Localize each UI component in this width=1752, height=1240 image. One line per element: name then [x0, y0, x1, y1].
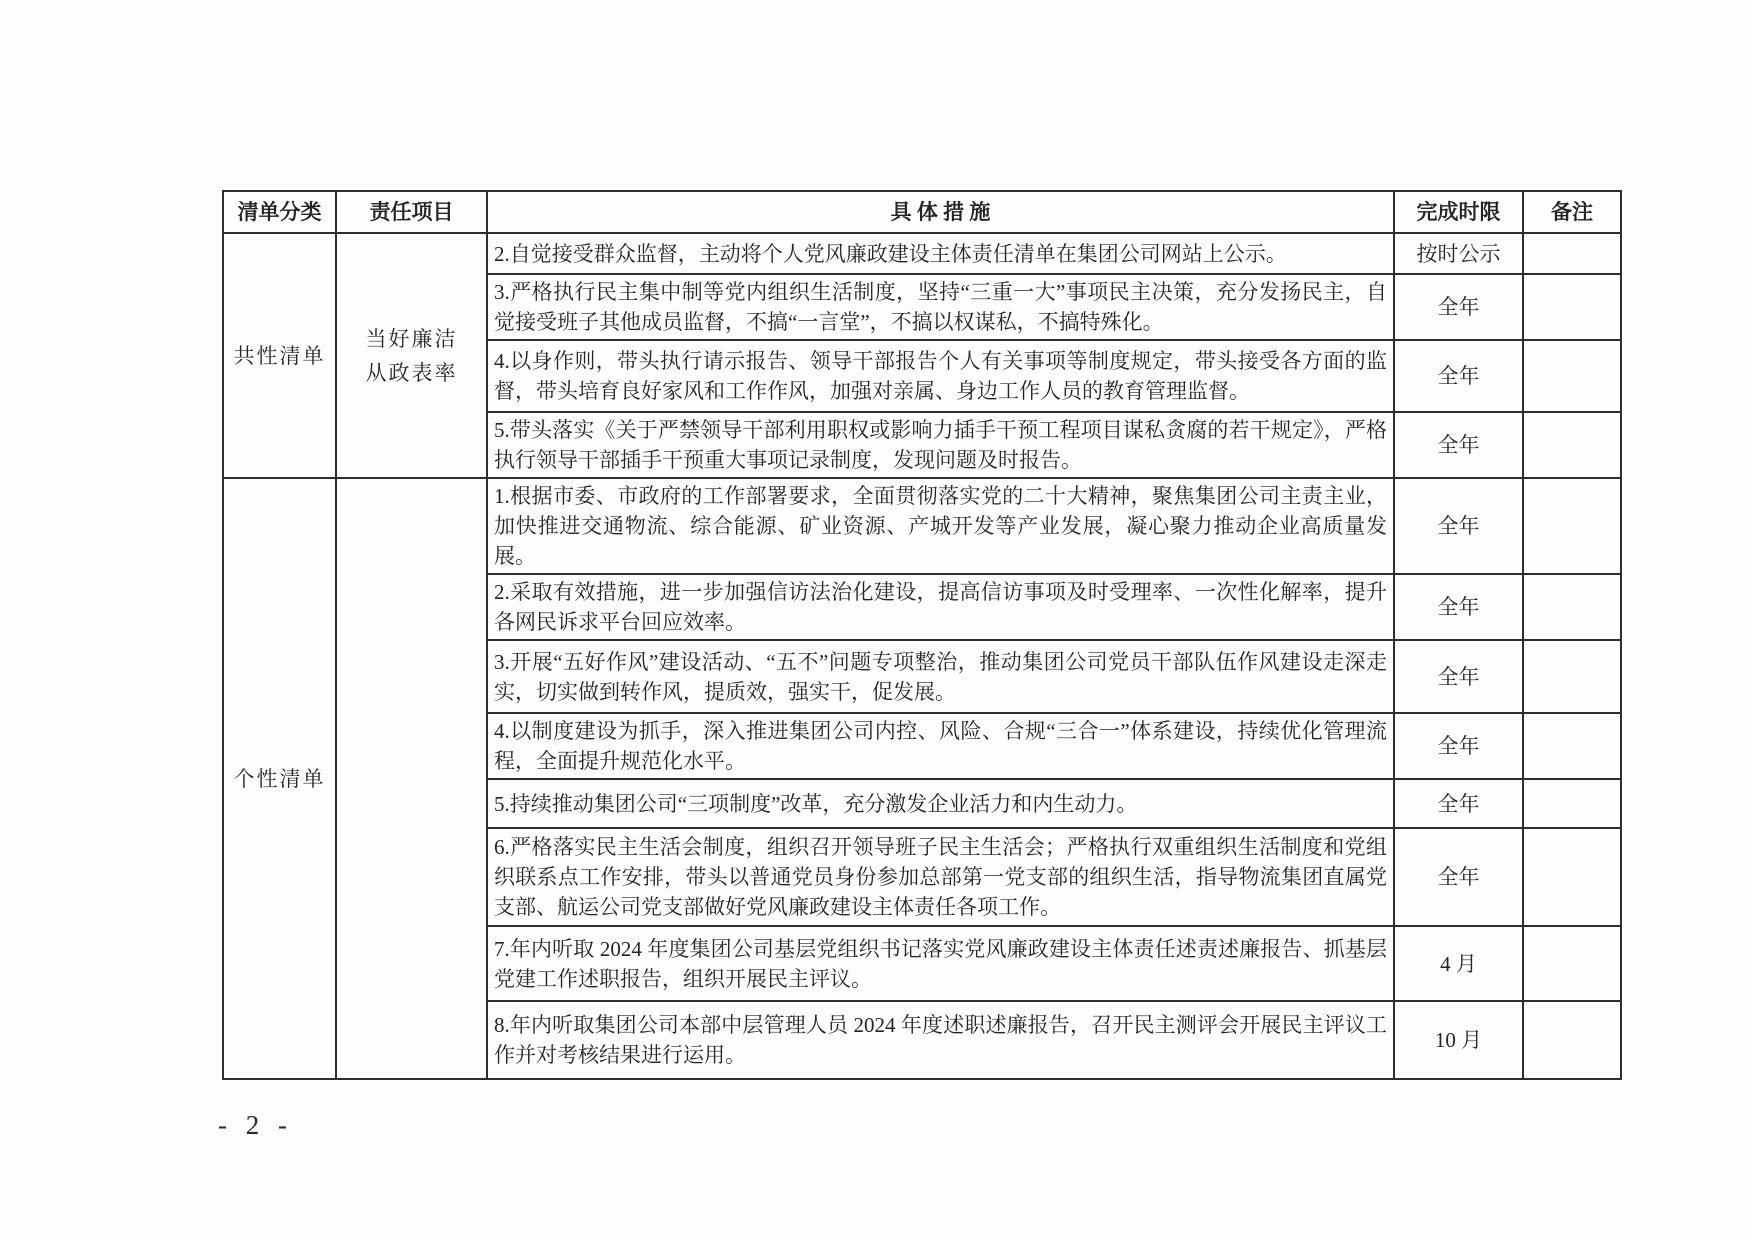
project-cell-individual	[336, 478, 487, 1079]
deadline-cell: 全年	[1394, 412, 1523, 478]
deadline-cell: 全年	[1394, 779, 1523, 828]
remark-cell	[1523, 574, 1621, 640]
deadline-cell: 全年	[1394, 340, 1523, 412]
deadline-cell: 全年	[1394, 274, 1523, 340]
remark-cell	[1523, 340, 1621, 412]
deadline-cell: 全年	[1394, 574, 1523, 640]
header-cell-project: 责任项目	[336, 191, 487, 233]
measure-cell: 5.带头落实《关于严禁领导干部利用职权或影响力插手干预工程项目谋私贪腐的若干规定》，严格执行领导干部插手干预重大事项记录制度，发现问题及时报告。	[487, 412, 1394, 478]
header-cell-remarks: 备注	[1523, 191, 1621, 233]
table-row	[223, 233, 1621, 274]
remark-cell	[1523, 274, 1621, 340]
table-row	[223, 478, 1621, 574]
measure-cell: 1.根据市委、市政府的工作部署要求，全面贯彻落实党的二十大精神，聚焦集团公司主责主业，加快推进交通物流、综合能源、矿业资源、产城开发等产业发展，凝心聚力推动企业高质量发展。	[487, 478, 1394, 574]
deadline-cell: 按时公示	[1394, 233, 1523, 274]
page-number: - 2 -	[218, 1110, 293, 1140]
remark-cell	[1523, 926, 1621, 1001]
measure-cell: 4.以制度建设为抓手，深入推进集团公司内控、风险、合规“三合一”体系建设，持续优化管理流程，全面提升规范化水平。	[487, 713, 1394, 779]
project-line-2: 从政表率	[365, 360, 458, 385]
project-line-1: 当好廉洁	[365, 326, 458, 351]
remark-cell	[1523, 828, 1621, 926]
deadline-cell: 全年	[1394, 640, 1523, 713]
header-cell-measures: 具 体 措 施	[487, 191, 1394, 233]
remark-cell	[1523, 233, 1621, 274]
measure-cell: 4.以身作则，带头执行请示报告、领导干部报告个人有关事项等制度规定，带头接受各方面的监督，带头培育良好家风和工作作风，加强对亲属、身边工作人员的教育管理监督。	[487, 340, 1394, 412]
deadline-cell: 4 月	[1394, 926, 1523, 1001]
header-cell-deadline: 完成时限	[1394, 191, 1523, 233]
measure-cell: 3.开展“五好作风”建设活动、“五不”问题专项整治，推动集团公司党员干部队伍作风建设走深走实，切实做到转作风，提质效，强实干，促发展。	[487, 640, 1394, 713]
remark-cell	[1523, 478, 1621, 574]
measure-cell: 5.持续推动集团公司“三项制度”改革，充分激发企业活力和内生动力。	[487, 779, 1394, 828]
deadline-cell: 全年	[1394, 713, 1523, 779]
measure-cell: 7.年内听取 2024 年度集团公司基层党组织书记落实党风廉政建设主体责任述责述廉报告、抓基层党建工作述职报告，组织开展民主评议。	[487, 926, 1394, 1001]
category-cell-individual: 个性清单	[223, 478, 336, 1079]
remark-cell	[1523, 1001, 1621, 1079]
deadline-cell: 全年	[1394, 478, 1523, 574]
measure-cell: 8.年内听取集团公司本部中层管理人员 2024 年度述职述廉报告，召开民主测评会开展民主评议工作并对考核结果进行运用。	[487, 1001, 1394, 1079]
category-cell-common: 共性清单	[223, 233, 336, 478]
remark-cell	[1523, 713, 1621, 779]
table-header-row	[223, 191, 1621, 233]
header-cell-category: 清单分类	[223, 191, 336, 233]
measure-cell: 2.采取有效措施，进一步加强信访法治化建设，提高信访事项及时受理率、一次性化解率，提升各网民诉求平台回应效率。	[487, 574, 1394, 640]
deadline-cell: 全年	[1394, 828, 1523, 926]
measure-cell: 2.自觉接受群众监督，主动将个人党风廉政建设主体责任清单在集团公司网站上公示。	[487, 233, 1394, 274]
measure-cell: 3.严格执行民主集中制等党内组织生活制度，坚持“三重一大”事项民主决策，充分发扬民主，自觉接受班子其他成员监督，不搞“一言堂”，不搞以权谋私，不搞特殊化。	[487, 274, 1394, 340]
project-cell-common	[336, 233, 487, 478]
measure-cell: 6.严格落实民主生活会制度，组织召开领导班子民主生活会；严格执行双重组织生活制度和党组织联系点工作安排，带头以普通党员身份参加总部第一党支部的组织生活，指导物流集团直属党支部、航运公司党支部做好党风廉政建设主体责任各项工作。	[487, 828, 1394, 926]
responsibility-list-table	[222, 190, 1622, 1080]
deadline-cell: 10 月	[1394, 1001, 1523, 1079]
remark-cell	[1523, 640, 1621, 713]
remark-cell	[1523, 412, 1621, 478]
remark-cell	[1523, 779, 1621, 828]
